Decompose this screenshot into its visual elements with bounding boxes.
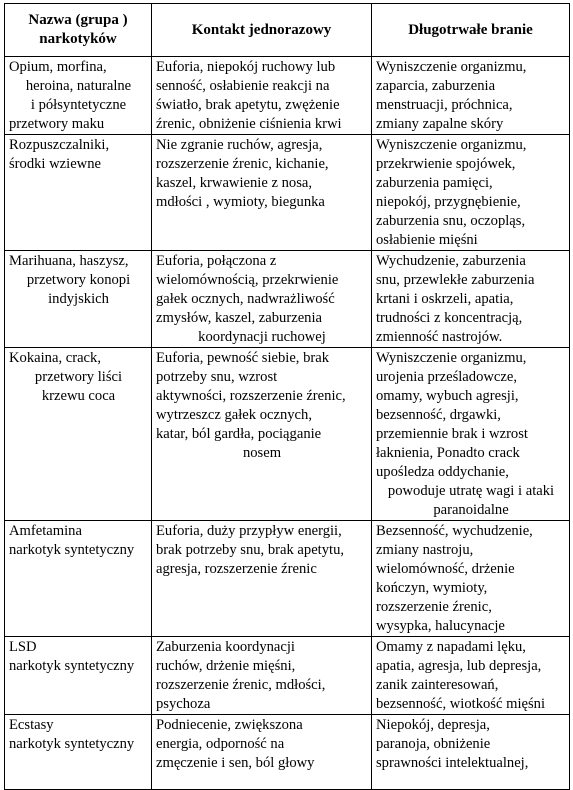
drug-name-line: przetwory liści — [34, 369, 123, 385]
long-term-line: omamy, wybuch agresji, — [376, 388, 519, 404]
header-name-line: narkotyków — [39, 31, 117, 47]
single-contact-line: zmysłów, kaszel, zaburzenia — [156, 310, 322, 326]
long-term-line: powoduje utratę wagi i ataki — [387, 483, 555, 499]
single-contact-line: Euforia, pewność siebie, brak — [156, 350, 330, 366]
long-term-line: bezsenność, wiotkość mięśni — [376, 696, 546, 712]
drug-name-line: narkotyk syntetyczny — [9, 542, 135, 558]
single-contact-line: kaszel, krwawienie z nosa, — [156, 175, 313, 191]
single-contact-cell — [152, 251, 372, 348]
single-contact-line: światło, brak apetytu, zwężenie — [156, 97, 340, 113]
drug-name-line: Marihuana, haszysz, — [9, 253, 129, 269]
long-term-line: przemiennie brak i wzrost — [376, 426, 528, 442]
single-contact-line: Podniecenie, zwiększona — [156, 717, 303, 733]
long-term-line: zanik zainteresowań, — [376, 677, 499, 693]
long-term-cell — [372, 521, 570, 637]
long-term-cell — [372, 637, 570, 715]
table-row — [5, 521, 570, 637]
drug-name-cell — [5, 251, 152, 348]
long-term-line: zaparcia, zaburzenia — [376, 78, 496, 94]
drug-name-line: Kokaina, crack, — [9, 350, 101, 366]
drug-name-line: heroina, naturalne — [25, 78, 132, 94]
single-contact-line: katar, ból gardła, pociąganie — [156, 426, 322, 442]
long-term-line: Wyniszczenie organizmu, — [376, 137, 527, 153]
long-term-line: Wychudzenie, zaburzenia — [376, 253, 526, 269]
single-contact-line: wielomównością, przekrwienie — [156, 272, 339, 288]
single-contact-cell — [152, 715, 372, 790]
drug-name-cell — [5, 135, 152, 251]
long-term-line: snu, przewlekłe zaburzenia — [376, 272, 535, 288]
long-term-line: wielomówność, drżenie — [376, 561, 515, 577]
long-term-line: przekrwienie spojówek, — [376, 156, 516, 172]
drug-name-line: i półsyntetyczne — [30, 97, 127, 113]
single-contact-cell — [152, 521, 372, 637]
single-contact-line: Zaburzenia koordynacji — [156, 639, 295, 655]
single-contact-line: nosem — [242, 445, 282, 461]
table-row — [5, 57, 570, 135]
long-term-line: paranoidalne — [433, 502, 509, 518]
table-row — [5, 251, 570, 348]
single-contact-line: senność, osłabienie reakcji na — [156, 78, 330, 94]
single-contact-line: Euforia, duży przypływ energii, — [156, 523, 342, 539]
single-contact-line: mdłości , wymioty, biegunka — [156, 194, 325, 210]
single-contact-cell — [152, 57, 372, 135]
long-term-line: zmienność nastrojów. — [376, 329, 503, 345]
drug-name-line: Opium, morfina, — [9, 59, 107, 75]
single-contact-cell — [152, 637, 372, 715]
single-contact-line: potrzeby snu, wzrost — [156, 369, 278, 385]
long-term-line: zaburzenia snu, oczopląs, — [376, 213, 526, 229]
single-contact-line: ruchów, drżenie mięśni, — [156, 658, 296, 674]
long-term-line: sprawności intelektualnej, — [376, 755, 529, 771]
long-term-line: apatia, agresja, lub depresja, — [376, 658, 542, 674]
drug-name-cell — [5, 715, 152, 790]
drug-name-line: Ecstasy — [9, 717, 54, 733]
single-contact-line: Nie zgranie ruchów, agresja, — [156, 137, 323, 153]
single-contact-line: gałek ocznych, nadwrażliwość — [156, 291, 335, 307]
long-term-line: wysypka, halucynacje — [376, 618, 505, 634]
drug-name-line: przetwory maku — [9, 116, 105, 132]
single-contact-line: energia, odporność na — [156, 736, 285, 752]
long-term-line: zmiany nastroju, — [376, 542, 474, 558]
single-contact-cell — [152, 135, 372, 251]
long-term-line: paranoja, obniżenie — [376, 736, 491, 752]
header-name-line: Nazwa (grupa ) — [28, 12, 128, 28]
drug-name-line: narkotyk syntetyczny — [9, 736, 135, 752]
long-term-line: Niepokój, depresja, — [376, 717, 490, 733]
long-term-line: rozszerzenie źrenic, — [376, 599, 492, 615]
drug-name-cell — [5, 637, 152, 715]
long-term-line: osłabienie mięśni — [376, 232, 478, 248]
drug-name-line: narkotyk syntetyczny — [9, 658, 135, 674]
long-term-line: bezsenność, drgawki, — [376, 407, 501, 423]
long-term-cell — [372, 135, 570, 251]
long-term-line: Omamy z napadami lęku, — [376, 639, 526, 655]
long-term-cell — [372, 251, 570, 348]
drug-name-line: Amfetamina — [9, 523, 82, 539]
long-term-line: krtani i oskrzeli, apatia, — [376, 291, 514, 307]
drug-name-cell — [5, 57, 152, 135]
long-term-line: Bezsenność, wychudzenie, — [376, 523, 533, 539]
long-term-line: Wyniszczenie organizmu, — [376, 59, 527, 75]
drug-name-cell — [5, 521, 152, 637]
single-contact-line: rozszerzenie źrenic, kichanie, — [156, 156, 329, 172]
single-contact-line: koordynacji ruchowej — [198, 329, 326, 345]
drugs-table — [4, 3, 570, 790]
drug-name-line: LSD — [9, 639, 37, 655]
header-long-term: Długotrwałe branie — [372, 4, 570, 57]
long-term-line: łaknienia, Ponadto crack — [376, 445, 520, 461]
table-row — [5, 348, 570, 521]
single-contact-line: psychoza — [156, 696, 211, 712]
single-contact-line: brak potrzeby snu, brak apetytu, — [156, 542, 345, 558]
single-contact-cell — [152, 348, 372, 521]
long-term-cell — [372, 715, 570, 790]
single-contact-line: rozszerzenie źrenic, mdłości, — [156, 677, 326, 693]
long-term-line: zaburzenia pamięci, — [376, 175, 493, 191]
header-row — [5, 4, 570, 57]
single-contact-line: Euforia, niepokój ruchowy lub — [156, 59, 336, 75]
long-term-line: menstruacji, próchnica, — [376, 97, 513, 113]
long-term-line: trudności z koncentracją, — [376, 310, 523, 326]
single-contact-line: agresja, rozszerzenie źrenic — [156, 561, 317, 577]
header-single-contact: Kontakt jednorazowy — [152, 4, 372, 57]
single-contact-line: źrenic, obniżenie ciśnienia krwi — [156, 116, 342, 132]
drug-name-line: krzewu coca — [41, 388, 116, 404]
single-contact-line: Euforia, połączona z — [156, 253, 277, 269]
long-term-cell — [372, 57, 570, 135]
long-term-line: kończyn, wymioty, — [376, 580, 488, 596]
long-term-line: urojenia prześladowcze, — [376, 369, 517, 385]
long-term-line: niepokój, przygnębienie, — [376, 194, 521, 210]
drug-name-line: Rozpuszczalniki, — [9, 137, 110, 153]
long-term-cell — [372, 348, 570, 521]
long-term-line: zmiany zapalne skóry — [376, 116, 504, 132]
single-contact-line: aktywności, rozszerzenie źrenic, — [156, 388, 346, 404]
header-name — [5, 4, 152, 57]
drug-name-line: środki wziewne — [9, 156, 101, 172]
long-term-line: Wyniszczenie organizmu, — [376, 350, 527, 366]
table-row — [5, 637, 570, 715]
drug-name-cell — [5, 348, 152, 521]
long-term-line: upośledza oddychanie, — [376, 464, 509, 480]
table-row — [5, 715, 570, 790]
table-row — [5, 135, 570, 251]
drug-name-line: przetwory konopi — [26, 272, 131, 288]
single-contact-line: wytrzeszcz gałek ocznych, — [156, 407, 312, 423]
drug-name-line: indyjskich — [48, 291, 109, 307]
single-contact-line: zmęczenie i sen, ból głowy — [156, 755, 315, 771]
